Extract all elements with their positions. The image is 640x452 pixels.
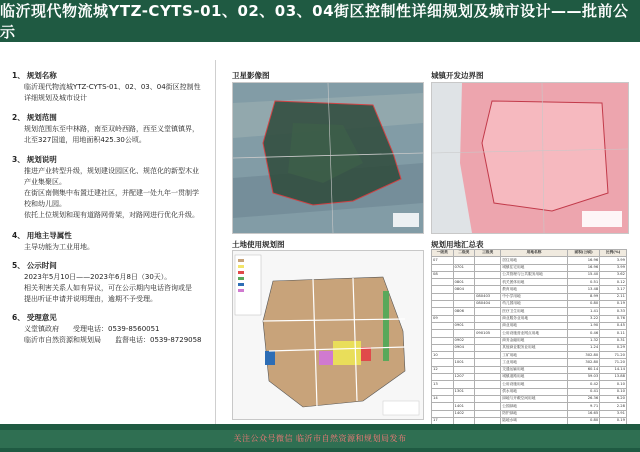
landuse-image <box>233 251 423 419</box>
table-row <box>432 403 627 410</box>
table-cell: 8.99 <box>567 293 599 300</box>
table-cell <box>432 337 454 344</box>
boundary-image <box>432 83 628 233</box>
footer-text: 关注公众号微信 临沂市自然资源和规划局发布 <box>233 434 407 443</box>
table-cell: 1301 <box>453 388 475 395</box>
section-heading: 规划名称 <box>26 71 57 80</box>
table-cell: 工业用地 <box>501 359 568 366</box>
table-cell <box>475 388 501 395</box>
table-cell: 公共管理与公共服务用地 <box>501 271 568 278</box>
table-row <box>432 352 627 359</box>
table-cell: 080403 <box>475 293 501 300</box>
table-cell <box>453 381 475 388</box>
table-cell <box>475 279 501 286</box>
table-cell <box>432 308 454 315</box>
table-cell <box>453 271 475 278</box>
table-cell: 10 <box>432 352 454 359</box>
table-cell: 07 <box>432 257 454 264</box>
table-cell: 71.20 <box>600 352 627 359</box>
table-cell: 71.20 <box>600 359 627 366</box>
table-cell: 080404 <box>475 301 501 308</box>
table-cell: 0.45 <box>600 322 627 329</box>
table-cell <box>432 374 454 381</box>
section-plan-name <box>12 70 212 104</box>
section-plan-scope <box>12 112 212 146</box>
satellite-map-title: 卫星影像图 <box>232 71 270 80</box>
table-row <box>432 381 627 388</box>
table-cell: 0.80 <box>567 417 599 424</box>
table-row <box>432 344 627 351</box>
table-cell <box>475 403 501 410</box>
table-cell: 公用设施营业网点用地 <box>501 330 568 337</box>
table-cell: 302.80 <box>567 352 599 359</box>
table-cell: 绿地与开敞空间用地 <box>501 395 568 402</box>
table-cell: 3.22 <box>567 315 599 322</box>
table-cell: 1.90 <box>567 322 599 329</box>
land-use-summary-table <box>431 249 627 440</box>
table-cell <box>475 352 501 359</box>
section-line: 相关利害关系人如有异议，可在公示期内电话咨询或是 <box>24 284 192 292</box>
page-title: 临沂现代物流城YTZ-CYTS-01、02、03、04街区控制性详细规划及城市设计——批前公示 <box>0 0 640 42</box>
table-cell <box>453 315 475 322</box>
table-cell <box>453 293 475 300</box>
table-cell <box>475 337 501 344</box>
satellite-image <box>233 83 423 233</box>
table-cell: 0.42 <box>567 381 599 388</box>
section-notice-period <box>12 260 212 305</box>
section-heading: 受理意见 <box>26 313 57 322</box>
table-cell: 13.88 <box>600 374 627 381</box>
table-cell: 教育用地 <box>501 286 568 293</box>
table-header: 一级类 <box>432 250 454 257</box>
table-row <box>432 264 627 271</box>
table-cell: 15.40 <box>567 271 599 278</box>
table-cell: 08 <box>432 271 454 278</box>
table-cell: 0902 <box>453 337 475 344</box>
section-number: 1、 <box>12 71 25 80</box>
table-cell: 2.11 <box>600 293 627 300</box>
table-cell: 0806 <box>453 308 475 315</box>
table-row <box>432 359 627 366</box>
table-cell: 0804 <box>453 286 475 293</box>
section-heading: 用地主导属性 <box>26 231 72 240</box>
table-cell <box>475 366 501 373</box>
table-cell: 城镇道路用地 <box>501 374 568 381</box>
table-cell: 090105 <box>475 330 501 337</box>
table-cell: 14.14 <box>600 366 627 373</box>
table-cell: 17 <box>432 417 454 424</box>
section-feedback <box>12 312 212 346</box>
section-line: 提出听证申请并说明理由，逾期不予受理。 <box>24 295 157 303</box>
section-line: 校和幼儿园。 <box>24 200 66 208</box>
table-cell <box>475 264 501 271</box>
section-number: 5、 <box>12 261 25 270</box>
text-column <box>0 60 216 424</box>
table-row <box>432 293 627 300</box>
table-header: 面积(公顷) <box>567 250 599 257</box>
section-line: 2023年5月10日——2023年6月8日（30天）。 <box>24 273 172 281</box>
table-cell <box>432 410 454 417</box>
section-number: 4、 <box>12 231 25 240</box>
table-header-row <box>432 250 627 257</box>
table-cell <box>475 344 501 351</box>
table-cell: 0.29 <box>600 344 627 351</box>
table-header: 用地名称 <box>501 250 568 257</box>
table-cell: 13.48 <box>567 286 599 293</box>
table-cell: 0.19 <box>600 417 627 424</box>
table-cell <box>432 388 454 395</box>
boundary-map-title: 城镇开发边界图 <box>431 71 484 80</box>
table-cell <box>432 293 454 300</box>
table-cell: 60.14 <box>567 366 599 373</box>
table-cell: 0801 <box>453 279 475 286</box>
summary-table-title: 规划用地汇总表 <box>431 240 484 249</box>
table-cell: 城镇住宅用地 <box>501 264 568 271</box>
table-cell <box>475 374 501 381</box>
table-cell: 9.71 <box>567 403 599 410</box>
satellite-map <box>232 82 424 234</box>
table-cell: 1402 <box>453 410 475 417</box>
table-row <box>432 315 627 322</box>
table-cell: 14 <box>432 395 454 402</box>
table-row <box>432 271 627 278</box>
table-cell: 0701 <box>453 264 475 271</box>
section-line: 在街区南侧集中布置迁建社区，并配建一处九年一贯制学 <box>24 189 199 197</box>
table-cell: 0.10 <box>600 381 627 388</box>
table-cell <box>432 359 454 366</box>
table-cell: 0.10 <box>600 388 627 395</box>
table-cell <box>432 344 454 351</box>
section-number: 3、 <box>12 155 25 164</box>
table-row <box>432 374 627 381</box>
table-cell <box>432 330 454 337</box>
table-cell: 3.62 <box>600 271 627 278</box>
table-cell <box>475 271 501 278</box>
section-number: 6、 <box>12 313 25 322</box>
table-cell: 幼儿园用地 <box>501 301 568 308</box>
table-cell <box>432 264 454 271</box>
table-cell: 商业用地 <box>501 322 568 329</box>
landuse-map <box>232 250 424 420</box>
section-line: 依托上位规划和现有道路网骨架，对路网进行优化升级。 <box>24 211 199 219</box>
table-cell: 0904 <box>453 344 475 351</box>
landuse-map-title: 土地使用规划图 <box>232 240 285 249</box>
table-cell: 13 <box>432 381 454 388</box>
table-cell: 机关团体用地 <box>501 279 568 286</box>
table-cell <box>453 330 475 337</box>
table-cell: 商业服务业用地 <box>501 315 568 322</box>
table-cell <box>475 410 501 417</box>
table-cell: 商务金融用地 <box>501 337 568 344</box>
table-cell <box>453 352 475 359</box>
table-cell: 0.51 <box>567 279 599 286</box>
table-cell <box>475 322 501 329</box>
table-row <box>432 322 627 329</box>
table-cell: 中小学用地 <box>501 293 568 300</box>
table-row <box>432 301 627 308</box>
table-cell <box>475 286 501 293</box>
section-heading: 规划说明 <box>26 155 57 164</box>
table-cell: 3.91 <box>600 410 627 417</box>
table-row <box>432 410 627 417</box>
table-cell: 16.96 <box>567 264 599 271</box>
table-cell: 0.41 <box>567 388 599 395</box>
table-cell: 0.80 <box>567 301 599 308</box>
table-cell <box>453 301 475 308</box>
boundary-map <box>431 82 629 234</box>
table-cell: 16.96 <box>567 257 599 264</box>
table-cell: 09 <box>432 315 454 322</box>
section-land-use-attribute <box>12 230 212 253</box>
table-cell: 居住用地 <box>501 257 568 264</box>
table-cell <box>432 322 454 329</box>
table-cell: 26.36 <box>567 395 599 402</box>
table-row <box>432 330 627 337</box>
table-row <box>432 308 627 315</box>
section-line: 北至327国道，用地面积425.30公顷。 <box>24 136 146 144</box>
table-cell <box>475 315 501 322</box>
section-line: 义堂镇政府 受理电话：0539-8560051 <box>24 325 160 333</box>
section-number: 2、 <box>12 113 25 122</box>
table-cell: 工矿用地 <box>501 352 568 359</box>
table-cell: 2.28 <box>600 403 627 410</box>
table-cell: 1001 <box>453 359 475 366</box>
section-line: 临沂市自然资源和规划局 监督电话：0539-8729058 <box>24 336 202 344</box>
table-cell <box>453 366 475 373</box>
table-cell: 公园绿地 <box>501 403 568 410</box>
table-cell <box>453 395 475 402</box>
section-line: 推进产业转型升级，规划建设园区化、规范化的新型木业 <box>24 167 199 175</box>
table-header: 三级类 <box>475 250 501 257</box>
section-line: 产业集聚区。 <box>24 178 66 186</box>
table-cell: 1.24 <box>567 344 599 351</box>
table-cell: 其他商业服务业用地 <box>501 344 568 351</box>
table-cell: 0901 <box>453 322 475 329</box>
section-heading: 规划范围 <box>26 113 57 122</box>
table-cell: 3.17 <box>600 286 627 293</box>
table-cell: 0.31 <box>600 337 627 344</box>
table-row <box>432 337 627 344</box>
table-row <box>432 286 627 293</box>
table-cell: 交通运输用地 <box>501 366 568 373</box>
table-cell <box>432 286 454 293</box>
table-cell: 医疗卫生用地 <box>501 308 568 315</box>
table-cell <box>453 257 475 264</box>
table-row <box>432 257 627 264</box>
table-cell: 陆地水域 <box>501 417 568 424</box>
table-cell: 1401 <box>453 403 475 410</box>
table-cell: 供水用地 <box>501 388 568 395</box>
table-cell: 3.99 <box>600 257 627 264</box>
section-plan-description <box>12 154 212 221</box>
table-cell: 0.19 <box>600 301 627 308</box>
section-line: 详细规划及城市设计 <box>24 94 87 102</box>
table-cell: 0.76 <box>600 315 627 322</box>
table-cell <box>475 308 501 315</box>
table-cell <box>475 359 501 366</box>
table-cell: 1207 <box>453 374 475 381</box>
table-cell: 302.80 <box>567 359 599 366</box>
notice-sheet <box>0 42 640 424</box>
table-cell: 0.46 <box>567 330 599 337</box>
section-line: 主导功能为工业用地。 <box>24 243 94 251</box>
table-cell: 公用设施用地 <box>501 381 568 388</box>
section-line: 规划范围东至中林路，南至双岭西路，西至义堂镇镇界， <box>24 125 199 133</box>
table-cell: 59.03 <box>567 374 599 381</box>
table-cell <box>432 301 454 308</box>
table-row <box>432 395 627 402</box>
table-cell: 0.11 <box>600 330 627 337</box>
footer-bar <box>0 424 640 452</box>
section-line: 临沂现代物流城YTZ-CYTS-01、02、03、04街区控制性 <box>24 83 201 91</box>
table-header: 二级类 <box>453 250 475 257</box>
table-cell: 6.20 <box>600 395 627 402</box>
table-header: 比例(%) <box>600 250 627 257</box>
table-body <box>432 257 627 439</box>
table-row <box>432 279 627 286</box>
table-cell: 1.32 <box>567 337 599 344</box>
table-cell: 0.12 <box>600 279 627 286</box>
table-cell: 防护绿地 <box>501 410 568 417</box>
table-cell <box>475 257 501 264</box>
table-row <box>432 366 627 373</box>
table-cell <box>432 279 454 286</box>
table-cell <box>475 395 501 402</box>
table-cell <box>475 381 501 388</box>
table-cell: 16.65 <box>567 410 599 417</box>
table-cell: 1.41 <box>567 308 599 315</box>
table-cell <box>432 403 454 410</box>
table-row <box>432 388 627 395</box>
section-heading: 公示时间 <box>26 261 57 270</box>
table-cell: 0.33 <box>600 308 627 315</box>
table-cell: 12 <box>432 366 454 373</box>
table-cell: 3.99 <box>600 264 627 271</box>
